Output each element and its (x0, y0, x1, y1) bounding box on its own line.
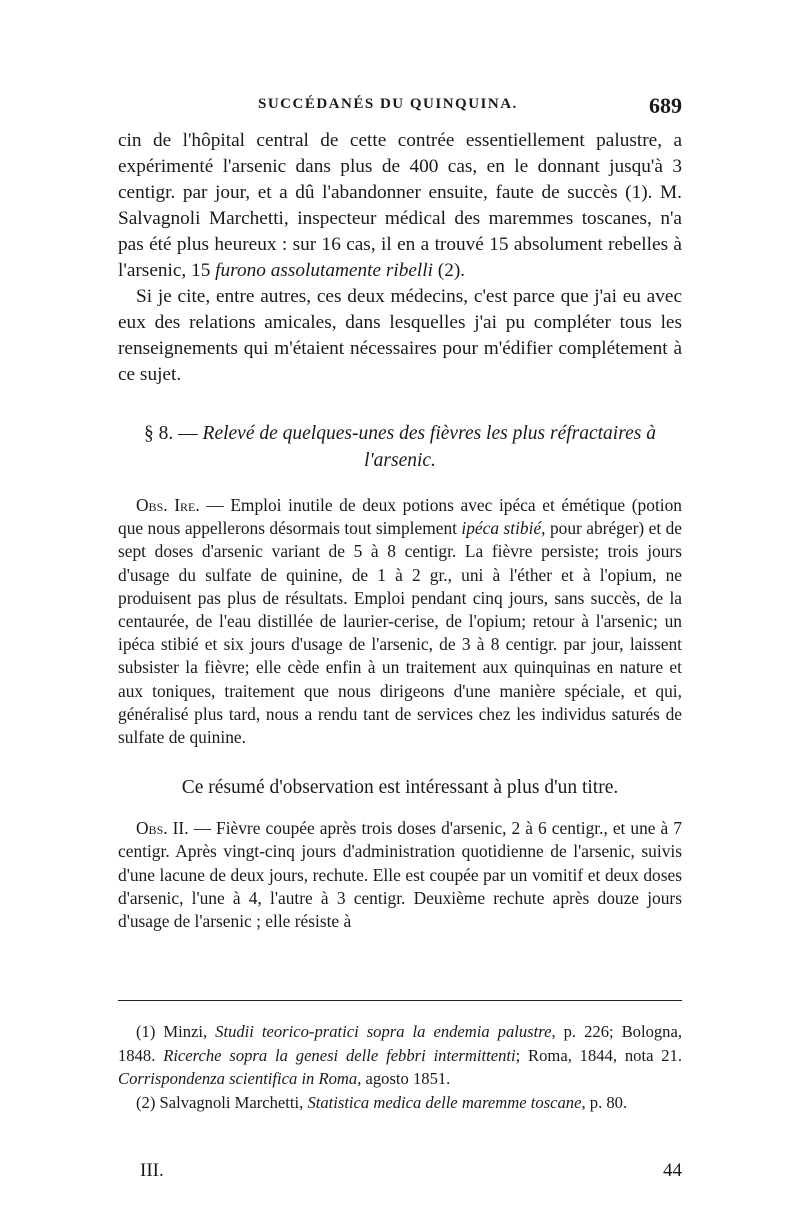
page-number: 689 (649, 93, 682, 118)
page-footer (140, 1160, 682, 1184)
section-title: Relevé de quelques-unes des fièvres les plus réfractaires à l'arsenic. (202, 423, 656, 471)
footnote-text: (1) Minzi, (136, 1022, 216, 1041)
footnote-2 (118, 1091, 682, 1115)
italic-quote: furono assolutamente ribelli (215, 260, 433, 281)
section-dash: — (173, 423, 203, 444)
observation-text: — Emploi inutile de deux potions avec ipéca et émétique (potion que nous appellerons désormais tout simplement (118, 495, 682, 539)
footnotes (118, 1020, 682, 1114)
footnote-citation: Statistica medica delle maremme toscane (307, 1092, 582, 1112)
footnote-1 (118, 1020, 682, 1091)
footnote-citation: Studii teorico-pratici sopra la endemia palustre (215, 1022, 552, 1041)
paragraph-text: (2). (432, 260, 466, 281)
section-heading (118, 420, 682, 474)
footnote-text: ; Roma, 1844, nota 21. (515, 1045, 683, 1065)
observation-2 (118, 817, 682, 933)
footnote-citation: Ricerche sopra la genesi delle febbri intermittenti (163, 1045, 516, 1065)
paragraph-continuation (118, 128, 682, 284)
footnote-text: , agosto 1851. (357, 1069, 451, 1088)
footnote-text: , p. 80. (581, 1092, 628, 1112)
signature-mark: III. (140, 1160, 164, 1181)
italic-term: ipéca stibié (461, 518, 542, 539)
running-title: SUCCÉDANÉS DU QUINQUINA. (258, 96, 518, 112)
footnote-citation: Corrispondenza scientifica in Roma (118, 1069, 358, 1088)
paragraph-text: cin de l'hôpital central de cette contrée essentiellement palustre, a expérimenté l'arsenic dans plus de 400 cas, en le donnant jusqu'à 3 centigr. par jour, et a dû l'abandonner ensuite, faute de succès (1). M. Salvagnoli Marchetti, inspecteur médical des maremmes toscanes, n'a pas été plus heureux : sur 16 cas, il en a trouvé 15 absolument rebelles à l'arsenic, 15 (118, 130, 682, 281)
paragraph: Si je cite, entre autres, ces deux médecins, c'est parce que j'ai eu avec eux des relations amicales, dans lesquelles j'ai pu compléter tous les renseignements qui m'étaient nécessaires pour m'édifier complétement à ce sujet. (118, 286, 682, 385)
summary-line: Ce résumé d'observation est intéressant à plus d'un titre. (181, 777, 619, 799)
observation-text: — Fièvre coupée après trois doses d'arsenic, 2 à 6 centigr., et une à 7 centigr. Après vingt-cinq jours d'administration quotidienne de l'arsenic, suivis d'une lacune de deux jours, rechute. Elle est coupée par un vomitif et deux doses d'arsenic, l'une à 4, l'autre à 3 centigr. Deuxième rechute après douze jours d'usage de l'arsenic ; elle résiste à (118, 818, 682, 932)
footnote-text: (2) Salvagnoli Marchetti, (136, 1092, 308, 1112)
observation-label: Obs. II. (136, 818, 189, 839)
observation-text: , pour abréger) et de sept doses d'arsenic variant de 5 à 8 centigr. La fièvre persiste; trois jours d'usage du sulfate de quinine, de 1 à 2 gr., uni à l'éther et à l'opium, ne produisent pas plus de résultats. Emploi pendant cinq jours, sans succès, de la centaurée, de l'eau distillée de laurier-cerise, de l'opium; retour à l'arsenic; un ipéca stibié et six jours d'usage de l'arsenic, de 3 à 8 centigr. par jour, laissent subsister la fièvre; elle cède enfin à un traitement aux quinquinas en nature et aux toniques, traitement que nous dirigeons d'une manière spéciale, et qui, généralisé plus tard, nous a rendu tant de services chez les individus saturés de sulfate de quinine. (118, 518, 682, 748)
footnote-divider (118, 1000, 682, 1001)
body-text (118, 128, 682, 933)
footnote-text: , p. 226; Bologna, 1848. (118, 1022, 682, 1065)
observation-1 (118, 494, 682, 749)
observation-label: Obs. Ire. (136, 495, 200, 515)
section-number: § 8. (144, 423, 174, 444)
page-header (118, 93, 682, 122)
sheet-number: 44 (663, 1160, 682, 1181)
